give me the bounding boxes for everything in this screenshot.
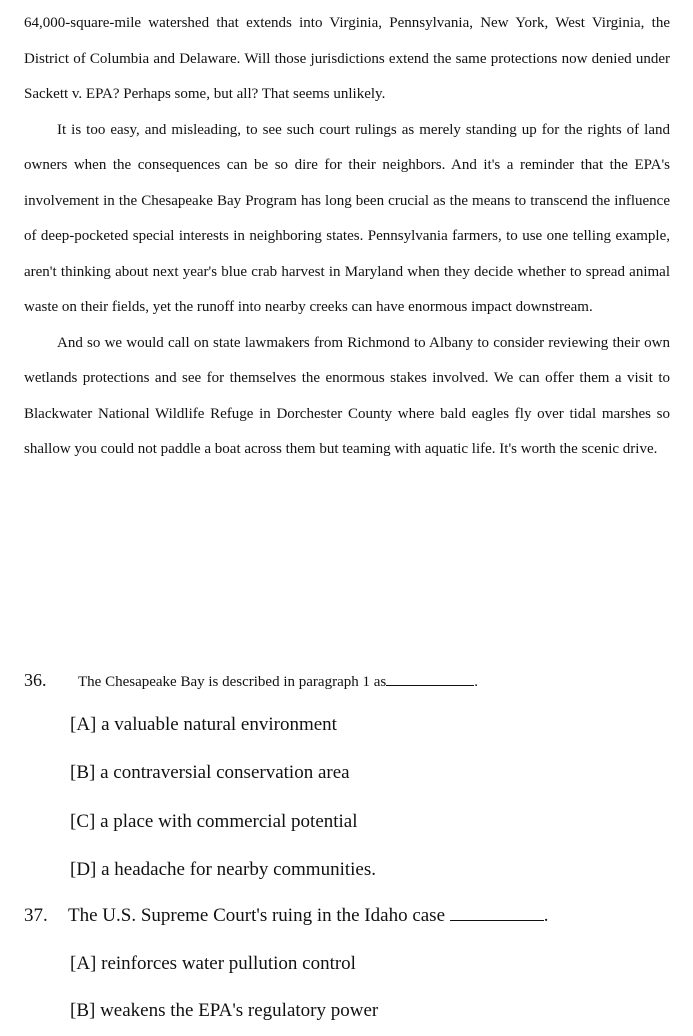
- option-c: [C] a place with commercial potential: [70, 811, 358, 832]
- question-36: [24, 670, 478, 691]
- question-37: [24, 902, 549, 927]
- question-end: .: [543, 905, 549, 926]
- answer-blank: [386, 671, 474, 686]
- question-stem: The U.S. Supreme Court's ruing in the Idaho case: [68, 905, 446, 926]
- question-stem: The Chesapeake Bay is described in paragraph 1 as: [78, 674, 387, 690]
- reading-passage: [24, 6, 670, 468]
- paragraph-3: And so we would call on state lawmakers from Richmond to Albany to consider reviewing their own wetlands protections and see for themselves the enormous stakes involved. We can offer them a visit to Blackwater National Wildlife Refuge in Dorchester County where bald eagles fly over tidal marshes so shallow you could not paddle a boat across them but teaming with aquatic life. It's worth the scenic drive.: [24, 334, 670, 457]
- option-b: [B] a contraversial conservation area: [70, 762, 350, 783]
- option-a: [A] a valuable natural environment: [70, 714, 337, 735]
- answer-blank: [450, 902, 544, 921]
- option-a: [A] reinforces water pullution control: [70, 953, 356, 974]
- question-end: .: [474, 674, 478, 690]
- question-number: 36.: [24, 670, 47, 690]
- question-number: 37.: [24, 905, 48, 926]
- option-d: [D] a headache for nearby communities.: [70, 859, 376, 880]
- paragraph-1: 64,000-square-mile watershed that extends into Virginia, Pennsylvania, New York, West Virginia, the District of Columbia and Delaware. Will those jurisdictions extend the same protections now denied under Sackett v. EPA? Perhaps some, but all? That seems unlikely.: [24, 15, 670, 102]
- option-b: [B] weakens the EPA's regulatory power: [70, 1000, 379, 1021]
- paragraph-2: It is too easy, and misleading, to see such court rulings as merely standing up for the rights of land owners when the consequences can be so dire for their neighbors. And it's a reminder that the EPA's involvement in the Chesapeake Bay Program has long been crucial as the means to transcend the influence of deep-pocketed special interests in neighboring states. Pennsylvania farmers, to use one telling example, aren't thinking about next year's blue crab harvest in Maryland when they decide whether to spread animal waste on their fields, yet the runoff into nearby creeks can have enormous impact downstream.: [24, 121, 670, 315]
